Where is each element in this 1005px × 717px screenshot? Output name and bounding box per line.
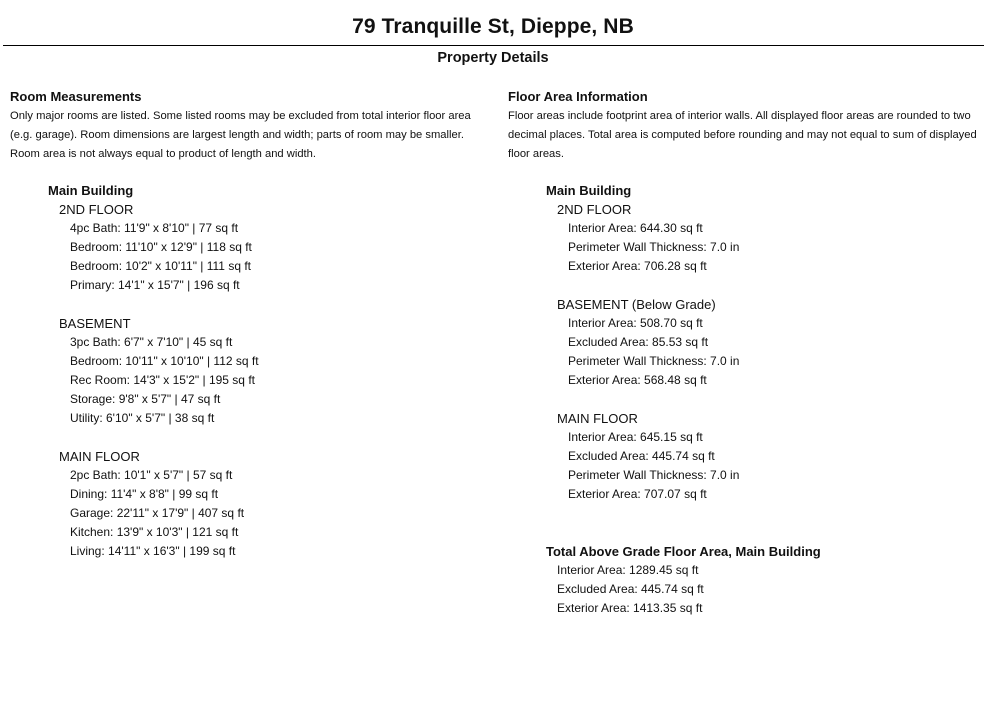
area-line: Exterior Area: 568.48 sq ft (568, 373, 707, 387)
area-line: Interior Area: 644.30 sq ft (568, 221, 703, 235)
room-line: Rec Room: 14'3" x 15'2" | 195 sq ft (70, 373, 255, 387)
room-line: Primary: 14'1" x 15'7" | 196 sq ft (70, 278, 240, 292)
floor-name: BASEMENT (Below Grade) (557, 297, 716, 312)
room-line: Bedroom: 10'2" x 10'11" | 111 sq ft (70, 259, 251, 273)
area-line: Excluded Area: 445.74 sq ft (568, 449, 715, 463)
page-subtitle: Property Details (437, 50, 549, 66)
room-line: 3pc Bath: 6'7" x 7'10" | 45 sq ft (70, 335, 233, 349)
floor-name: BASEMENT (59, 316, 131, 331)
room-line: 2pc Bath: 10'1" x 5'7" | 57 sq ft (70, 468, 233, 482)
floor-name: MAIN FLOOR (59, 449, 140, 464)
area-line: Perimeter Wall Thickness: 7.0 in (568, 354, 740, 368)
total-area-line: Excluded Area: 445.74 sq ft (557, 582, 704, 596)
room-line: Bedroom: 10'11" x 10'10" | 112 sq ft (70, 354, 259, 368)
room-line: Storage: 9'8" x 5'7" | 47 sq ft (70, 392, 221, 406)
room-measurements-building (48, 181, 478, 561)
room-measurements-heading: Room Measurements (10, 89, 142, 104)
area-line: Interior Area: 645.15 sq ft (568, 430, 703, 444)
room-measurements-description: Only major rooms are listed. Some listed rooms may be excluded from total interior floor area (e.g. garage). Room dimensions are largest length and width; parts of room may be smaller. Room area is not always equal to product of length and width. (10, 110, 471, 160)
building-name: Main Building (48, 183, 134, 198)
area-line: Exterior Area: 706.28 sq ft (568, 259, 707, 273)
floor-area-heading: Floor Area Information (508, 89, 648, 104)
floor-area-description: Floor areas include footprint area of interior walls. All displayed floor areas are rounded to two decimal places. Total area is computed before rounding and may not equal to sum of displayed floor areas. (508, 110, 977, 160)
room-line: 4pc Bath: 11'9" x 8'10" | 77 sq ft (70, 221, 239, 235)
room-line: Garage: 22'11" x 17'9" | 407 sq ft (70, 506, 245, 520)
area-line: Excluded Area: 85.53 sq ft (568, 335, 709, 349)
floor-area-building (546, 181, 986, 618)
building-name: Main Building (546, 183, 632, 198)
total-area-heading: Total Above Grade Floor Area, Main Building (546, 544, 821, 559)
page-title: 79 Tranquille St, Dieppe, NB (352, 15, 634, 38)
area-line: Interior Area: 508.70 sq ft (568, 316, 703, 330)
room-line: Utility: 6'10" x 5'7" | 38 sq ft (70, 411, 215, 425)
floor-name: 2ND FLOOR (59, 202, 134, 217)
floor-area-section (508, 89, 993, 164)
room-line: Bedroom: 11'10" x 12'9" | 118 sq ft (70, 240, 252, 254)
total-area-line: Exterior Area: 1413.35 sq ft (557, 601, 703, 615)
area-line: Exterior Area: 707.07 sq ft (568, 487, 707, 501)
floor-name: MAIN FLOOR (557, 411, 638, 426)
room-line: Dining: 11'4" x 8'8" | 99 sq ft (70, 487, 219, 501)
area-line: Perimeter Wall Thickness: 7.0 in (568, 240, 740, 254)
room-line: Living: 14'11" x 16'3" | 199 sq ft (70, 544, 236, 558)
title-divider (3, 45, 984, 46)
area-line: Perimeter Wall Thickness: 7.0 in (568, 468, 740, 482)
room-line: Kitchen: 13'9" x 10'3" | 121 sq ft (70, 525, 239, 539)
floor-name: 2ND FLOOR (557, 202, 632, 217)
room-measurements-section (10, 89, 490, 164)
total-area-line: Interior Area: 1289.45 sq ft (557, 563, 699, 577)
